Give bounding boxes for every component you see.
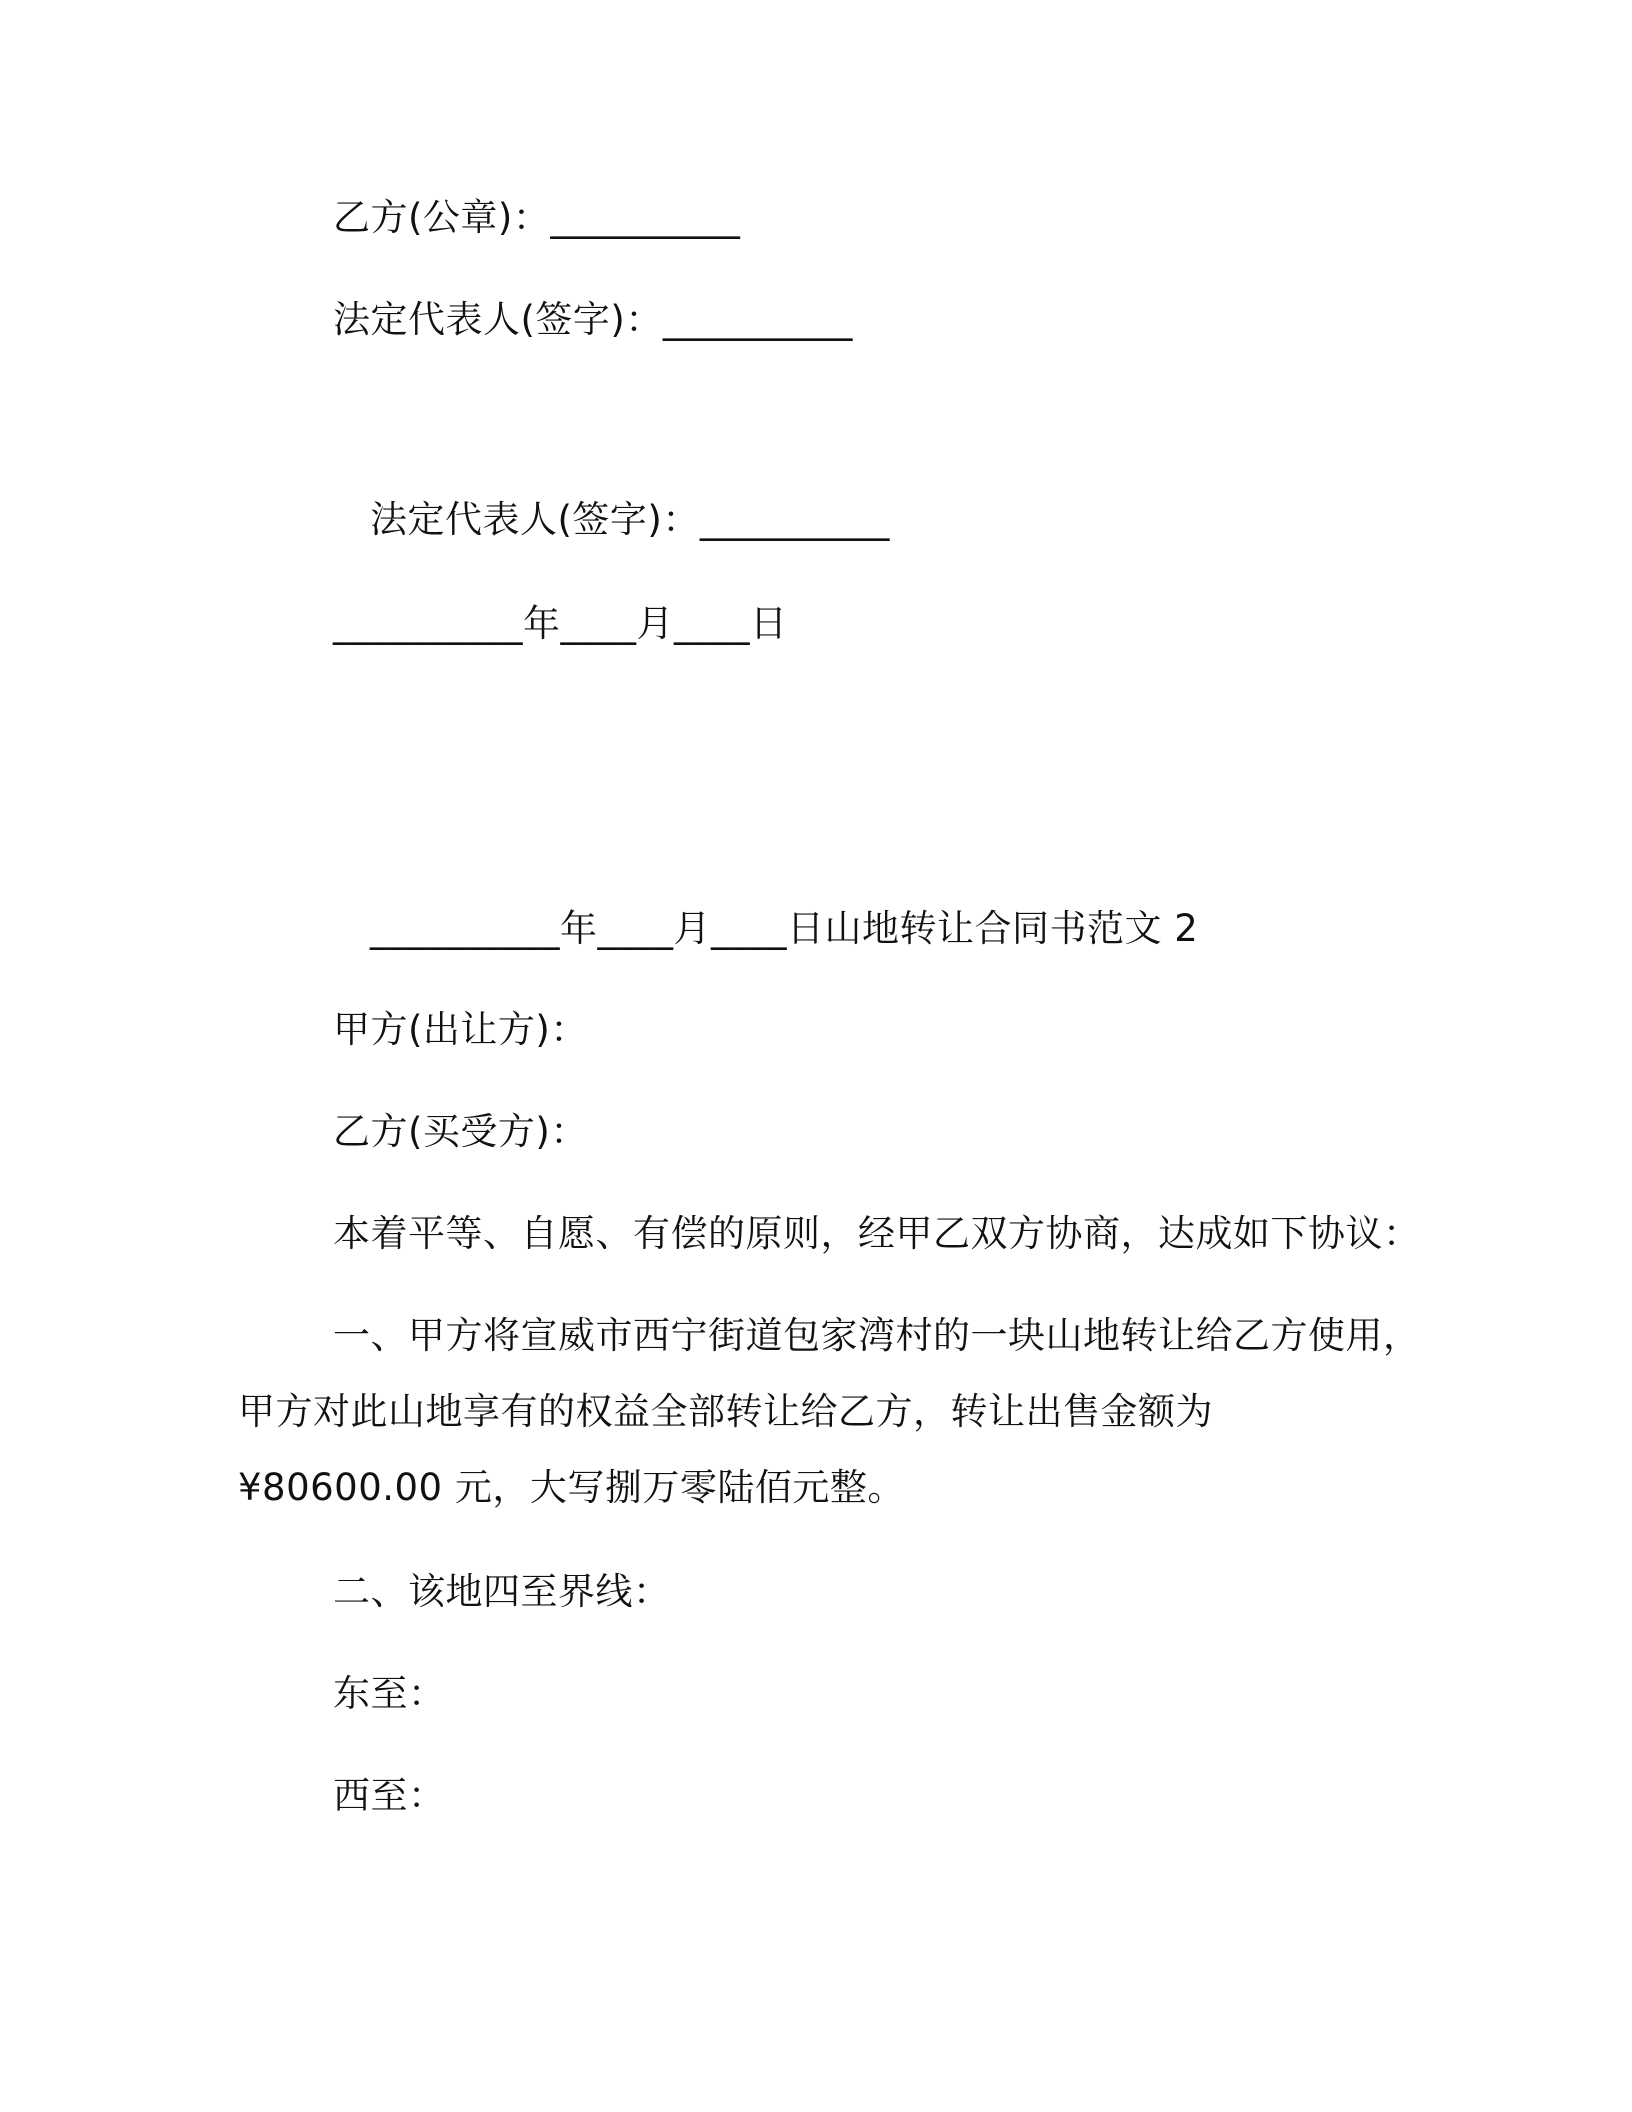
clause-one-line-3: ¥80600.00 元，大写捌万零陆佰元整。	[238, 1466, 905, 1509]
agreement-intro: 本着平等、自愿、有偿的原则，经甲乙双方协商，达成如下协议：	[333, 1212, 1421, 1255]
west-boundary-line: 西至：	[333, 1774, 446, 1817]
clause-two-heading: 二、该地四至界线：	[333, 1570, 671, 1613]
east-boundary-line: 东至：	[333, 1672, 446, 1715]
legal-representative-signature-line-2: 法定代表人(签字)：__________	[370, 498, 890, 541]
party-a-line: 甲方(出让方)：	[333, 1008, 588, 1051]
party-b-seal-line: 乙方(公章)：__________	[333, 196, 741, 239]
clause-one-line-2: 甲方对此山地享有的权益全部转让给乙方，转让出售金额为	[238, 1390, 1213, 1433]
contract-title: __________年____月____日山地转让合同书范文 2	[370, 907, 1199, 950]
date-line: __________年____月____日	[333, 602, 788, 645]
clause-one-line-1: 一、甲方将宣威市西宁街道包家湾村的一块山地转让给乙方使用，	[333, 1314, 1421, 1357]
legal-representative-signature-line: 法定代表人(签字)：__________	[333, 298, 853, 341]
party-b-line: 乙方(买受方)：	[333, 1110, 588, 1153]
